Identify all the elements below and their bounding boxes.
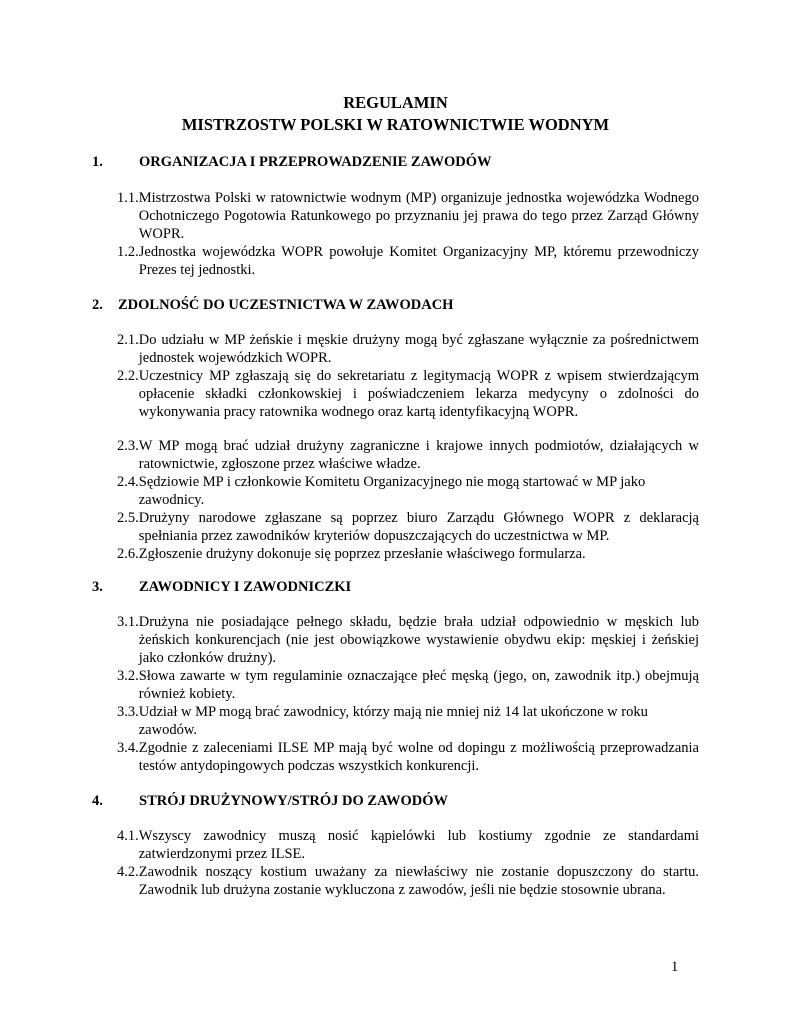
item-text: Zgodnie z zaleceniami ILSE MP mają być wolne od dopingu z możliwością przeprowadzania testów antydopingowych podczas wszystkich konkurencji.: [138, 740, 699, 774]
document-title: REGULAMIN: [343, 93, 448, 112]
list-item: [117, 509, 699, 545]
list-item: [117, 473, 699, 509]
section-number: 4.: [92, 793, 103, 809]
item-text: Wszyscy zawodnicy muszą nosić kąpielówki lub kostiumy zgodnie ze standardami zatwierdzonymi przez ILSE.: [138, 828, 699, 862]
item-text: Do udziału w MP żeńskie i męskie drużyny mogą być zgłaszane wyłącznie za pośrednictwem jednostek wojewódzkich WOPR.: [138, 332, 699, 366]
item-number: 3.1.: [117, 614, 139, 630]
item-number: 4.2.: [117, 864, 139, 880]
list-item: [117, 827, 699, 863]
list-item: [117, 243, 699, 279]
item-text: Jednostka wojewódzka WOPR powołuje Komitet Organizacyjny MP, któremu przewodniczy Prezes tej jednostki.: [138, 244, 699, 278]
item-text: Zgłoszenie drużyny dokonuje się poprzez przesłanie właściwego formularza.: [138, 546, 586, 562]
item-number: 2.4.: [117, 474, 139, 490]
item-number: 1.2.: [117, 244, 139, 260]
item-number: 1.1.: [117, 190, 139, 206]
item-number: 2.1.: [117, 332, 139, 348]
list-item: [117, 189, 699, 243]
item-number: 2.6.: [117, 546, 139, 562]
section-number: 1.: [92, 154, 103, 170]
item-text: Zawodnik noszący kostium uważany za niewłaściwy nie zostanie dopuszczony do startu. Zawodnik lub drużyna zostanie wykluczona z zawodów, jeśli nie będzie stosownie ubrana.: [138, 864, 699, 898]
list-item: [117, 739, 699, 775]
list-item: [117, 863, 699, 899]
item-text: Mistrzostwa Polski w ratownictwie wodnym (MP) organizuje jednostka wojewódzka Wodnego Ochotniczego Pogotowia Ratunkowego po przyznaniu jej prawa do tego przez Zarząd Główny WOPR.: [138, 190, 699, 242]
document-subtitle: MISTRZOSTW POLSKI W RATOWNICTWIE WODNYM: [181, 115, 610, 134]
list-item: [117, 545, 699, 563]
item-number: 3.3.: [117, 704, 139, 720]
section-heading: STRÓJ DRUŻYNOWY/STRÓJ DO ZAWODÓW: [139, 793, 448, 809]
item-number: 4.1.: [117, 828, 139, 844]
item-number: 3.4.: [117, 740, 139, 756]
list-item: [117, 437, 699, 473]
section-heading: ZDOLNOŚĆ DO UCZESTNICTWA W ZAWODACH: [118, 297, 454, 313]
item-number: 2.2.: [117, 368, 139, 384]
section-heading: ZAWODNICY I ZAWODNICZKI: [139, 579, 352, 595]
item-text: Drużyny narodowe zgłaszane są poprzez biuro Zarządu Głównego WOPR z deklaracją spełniania przez zawodników kryteriów dopuszczających do uczestnictwa w MP.: [138, 510, 699, 544]
page-number: 1: [671, 959, 679, 975]
section-number: 3.: [92, 579, 103, 595]
item-text: Słowa zawarte w tym regulaminie oznaczające płeć męską (jego, on, zawodnik itp.) obejmują również kobiety.: [138, 668, 699, 702]
item-number: 3.2.: [117, 668, 139, 684]
list-item: [117, 613, 699, 667]
item-number: 2.3.: [117, 438, 139, 454]
item-text: Drużyna nie posiadające pełnego składu, będzie brała udział odpowiednio w męskich lub żeńskich konkurencjach (nie jest obowiązkowe wystawienie obydwu ekip: męskiej i żeńskiej jako członków drużny).: [138, 614, 699, 666]
section-number: 2.: [92, 297, 103, 313]
item-text: Sędziowie MP i członkowie Komitetu Organizacyjnego nie mogą startować w MP jako zawodnicy.: [138, 474, 646, 508]
list-item: [117, 331, 699, 367]
section-heading: ORGANIZACJA I PRZEPROWADZENIE ZAWODÓW: [139, 154, 492, 170]
list-item: [117, 703, 699, 739]
item-number: 2.5.: [117, 510, 139, 526]
item-text: Uczestnicy MP zgłaszają się do sekretariatu z legitymacją WOPR z wpisem stwierdzającym opłacenie składki członkowskiej i poświadczeniem lekarza medycyny o zdolności do wykonywania pracy ratownika wodnego oraz kartą identyfikacyjną WOPR.: [138, 368, 699, 420]
item-text: W MP mogą brać udział drużyny zagraniczne i krajowe innych podmiotów, działających w ratownictwie, zgłoszone przez właściwe władze.: [138, 438, 699, 472]
item-text: Udział w MP mogą brać zawodnicy, którzy mają nie mniej niż 14 lat ukończone w roku zawodów.: [138, 704, 648, 738]
list-item: [117, 667, 699, 703]
list-item: [117, 367, 699, 421]
